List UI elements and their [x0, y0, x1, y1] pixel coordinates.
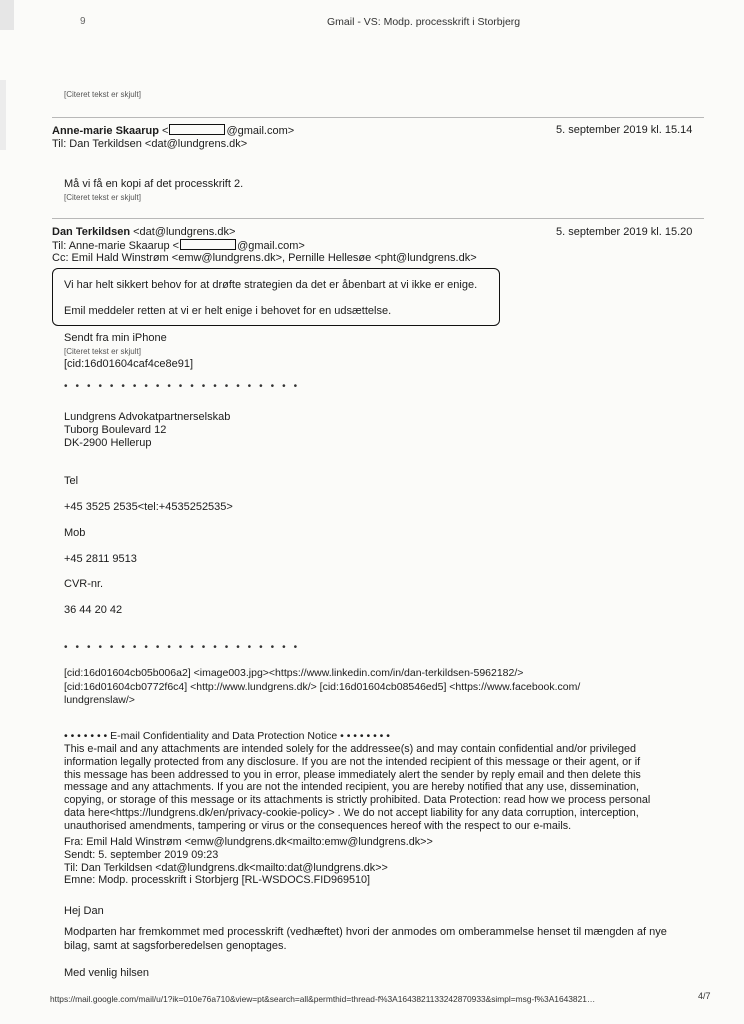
message-1-date: 5. september 2019 kl. 15.14 [556, 124, 693, 136]
notice-line: information legally protected from any disclosure. If you are not the intended recipient of this message or their agent, or if [64, 755, 641, 768]
message-1-body: Må vi få en kopi af det processkrift 2. [64, 178, 244, 190]
to-prefix: Til: Anne-marie Skaarup < [52, 240, 180, 252]
notice-line: message and any attachments. If you are not the intended recipient, you are hereby notified that any use, dissemination, [64, 781, 639, 794]
message-divider [52, 218, 704, 219]
forward-from: Fra: Emil Hald Winstrøm <emw@lundgrens.dk<mailto:emw@lundgrens.dk>> [64, 836, 433, 848]
signature-links-line-2[interactable]: [cid:16d01604cb0772f6c4] <http://www.lundgrens.dk/> [cid:16d01604cb08546ed5] <https://www.facebook.com/ [64, 681, 581, 693]
message-2-sender [52, 226, 235, 238]
notice-body [64, 743, 650, 833]
dot-separator: • • • • • • • • • • • • • • • • • • • • • [64, 642, 300, 653]
sender-email-open: < [162, 125, 169, 137]
sender-name: Anne-marie Skaarup [52, 125, 159, 137]
forward-to: Til: Dan Terkildsen <dat@lundgrens.dk<mailto:dat@lundgrens.dk>> [64, 861, 388, 874]
sender-name: Dan Terkildsen [52, 226, 131, 238]
forward-body-line: Modparten har fremkommet med processkrift (vedhæftet) hvori der anmodes om omberammelse henset til mængden af nye [64, 926, 667, 938]
tel-value[interactable]: +45 3525 2535<tel:+4535252535> [64, 501, 233, 513]
cid-reference: [cid:16d01604caf4ce8e91] [64, 358, 194, 370]
sender-email-domain: @gmail.com> [226, 125, 295, 137]
message-divider [52, 117, 704, 118]
signature-links-line-1[interactable]: [cid:16d01604cb05b006a2] <image003.jpg><https://www.linkedin.com/in/dan-terkildsen-5962182/> [64, 667, 524, 679]
cvr-label: CVR-nr. [64, 578, 104, 590]
mob-label: Mob [64, 527, 86, 539]
message-2-line-1: Vi har helt sikkert behov for at drøfte strategien da det er åbenbart at vi ikke er enige. [64, 279, 478, 291]
notice-line: copying, or storage of this message or its attachments is strictly prohibited. Data Protection: read how we process personal [64, 794, 651, 807]
forward-header [64, 836, 433, 887]
document-title: Gmail - VS: Modp. processkrift i Storbjerg [327, 16, 521, 28]
forward-sent: Sendt: 5. september 2019 09:23 [64, 848, 219, 861]
tel-label: Tel [64, 475, 79, 487]
message-2-date: 5. september 2019 kl. 15.20 [556, 226, 693, 238]
footer-url[interactable]: https://mail.google.com/mail/u/1?ik=010e76a710&view=pt&search=all&permthid=thread-f%3A1643821133242870933&simpl=msg-f%3A1643821… [50, 994, 596, 1004]
message-2-to [52, 239, 305, 252]
page-number-top: 9 [80, 16, 86, 27]
notice-line: unauthorised amendments, tampering or virus or the consequences hereof with the respect to our e-mails. [64, 819, 572, 832]
cvr-value: 36 44 20 42 [64, 604, 123, 616]
highlight-box [52, 268, 500, 326]
scan-edge-mark [0, 80, 6, 150]
quoted-hidden-link[interactable]: [Citeret tekst er skjult] [64, 90, 141, 99]
company-city: DK-2900 Hellerup [64, 437, 152, 449]
message-1-sender [52, 124, 294, 137]
sent-from-iphone: Sendt fra min iPhone [64, 332, 167, 344]
forward-greeting: Hej Dan [64, 905, 104, 917]
mob-value: +45 2811 9513 [64, 553, 137, 565]
footer-page-number: 4/7 [698, 991, 711, 1001]
signature-links-line-3[interactable]: lundgrenslaw/> [64, 694, 135, 706]
message-2-line-2: Emil meddeler retten at vi er helt enige i behovet for en udsættelse. [64, 305, 392, 317]
quoted-hidden-link[interactable]: [Citeret tekst er skjult] [64, 193, 141, 202]
redaction-box [169, 124, 225, 135]
scan-edge-mark [0, 0, 14, 30]
message-1-to: Til: Dan Terkildsen <dat@lundgrens.dk> [52, 138, 248, 150]
forward-subject: Emne: Modp. processkrift i Storbjerg [RL-WSDOCS.FID969510] [64, 874, 371, 887]
redaction-box [180, 239, 236, 250]
company-name: Lundgrens Advokatpartnerselskab [64, 411, 231, 423]
notice-title: • • • • • • • E-mail Confidentiality and Data Protection Notice • • • • • • • • [64, 730, 390, 742]
forward-closing: Med venlig hilsen [64, 967, 149, 979]
company-street: Tuborg Boulevard 12 [64, 424, 167, 436]
message-2-cc: Cc: Emil Hald Winstrøm <emw@lundgrens.dk>, Pernille Hellesøe <pht@lundgrens.dk> [52, 252, 477, 264]
notice-line: this message has been addressed to you in error, please immediately alert the sender by reply email and then delete this [64, 768, 641, 781]
forward-body [64, 925, 667, 953]
dot-separator: • • • • • • • • • • • • • • • • • • • • • [64, 381, 300, 392]
notice-line: data here<https://lundgrens.dk/en/privacy-cookie-policy> . We do not accept liability for any data corruption, interception, [64, 806, 639, 819]
quoted-hidden-link[interactable]: [Citeret tekst er skjult] [64, 347, 141, 356]
to-domain: @gmail.com> [237, 240, 305, 252]
notice-line: This e-mail and any attachments are intended solely for the addressee(s) and may contain confidential and/or privileged [64, 743, 636, 755]
sender-email: <dat@lundgrens.dk> [133, 226, 236, 238]
forward-body-line: bilag, samt at sagsforberedelsen genoptages. [64, 940, 287, 952]
